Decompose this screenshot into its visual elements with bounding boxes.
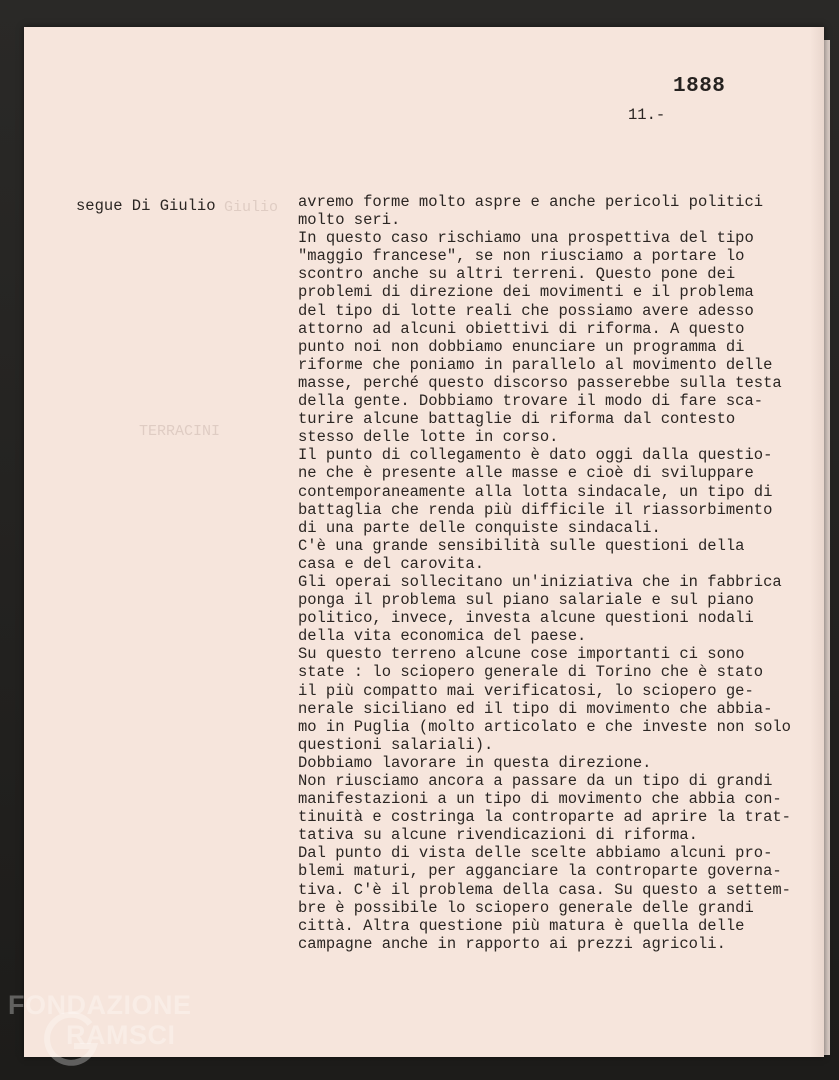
text-line: Il punto di collegamento è dato oggi dalla questio- [298,446,773,465]
text-line: punto noi non dobbiamo enunciare un programma di [298,337,745,356]
paper-edge [824,40,830,1055]
text-line: del tipo di lotte reali che possiamo avere adesso [298,301,754,320]
text-line: masse, perché questo discorso passerebbe sulla testa [298,373,782,392]
text-line: tinuità e costringa la controparte ad aprire la trat- [298,808,791,827]
text-line: il più compatto mai verificatosi, lo sciopero ge- [298,681,754,700]
text-line: manifestazioni a un tipo di movimento che abbia con- [298,790,782,809]
text-line: casa e del carovita. [298,554,485,573]
text-line: C'è una grande sensibilità sulle questioni della [298,536,745,555]
text-line: ne che è presente alle masse e cioè di sviluppare [298,464,754,483]
text-line: politico, invece, investa alcune questioni nodali [298,609,754,628]
text-line: In questo caso rischiamo una prospettiva del tipo [298,229,754,248]
text-line: della gente. Dobbiamo trovare il modo di fare sca- [298,392,764,411]
text-line: Dobbiamo lavorare in questa direzione. [298,753,652,772]
text-line: "maggio francese", se non riusciamo a portare lo [298,247,745,266]
text-line: riforme che poniamo in parallelo al movimento delle [298,355,773,374]
bleed-through-text: Giulio [224,199,279,216]
text-line: stesso delle lotte in corso. [298,428,559,447]
text-line: turire alcune battaglie di riforma dal contesto [298,410,736,429]
text-line: tiva. C'è il problema della casa. Su questo a settem- [298,880,791,899]
watermark-logo [8,990,208,1072]
watermark-line-2: RAMSCI [66,1020,176,1050]
text-line: Su questo terreno alcune cose importanti ci sono [298,645,745,664]
sheet-number: 11.- [628,106,666,124]
text-line: questioni salariali). [298,735,494,754]
watermark-line-1: FONDAZIONE [8,990,192,1020]
text-line: scontro anche su altri terreni. Questo pone dei [298,265,736,284]
text-line: mo in Puglia (molto articolato e che investe non solo [298,717,791,736]
text-line: di una parte delle conquiste sindacali. [298,518,661,537]
text-line: molto seri. [298,211,401,230]
document-body [298,193,818,953]
text-line: state : lo sciopero generale di Torino che è stato [298,663,764,682]
text-line: campagne anche in rapporto ai prezzi agricoli. [298,934,726,953]
text-line: Gli operai sollecitano un'iniziativa che in fabbrica [298,572,782,591]
text-line: ponga il problema sul piano salariale e sul piano [298,591,754,610]
text-line: contemporaneamente alla lotta sindacale, un tipo di [298,482,773,501]
bleed-through-text: TERRACINI [139,423,221,440]
text-line: città. Altra questione più matura è quella delle [298,916,745,935]
text-line: attorno ad alcuni obiettivi di riforma. A questo [298,319,745,338]
text-line: blemi maturi, per agganciare la controparte governa- [298,862,782,881]
text-line: avremo forme molto aspre e anche pericoli politici [298,193,764,211]
text-line: tativa su alcune rivendicazioni di riforma. [298,826,698,845]
speaker-label: segue Di Giulio [76,197,216,215]
text-line: problemi di direzione dei movimenti e il problema [298,283,754,302]
text-line: Non riusciamo ancora a passare da un tipo di grandi [298,772,773,790]
page-number: 1888 [673,75,726,98]
text-line: bre è possibile lo sciopero generale delle grandi [298,898,754,917]
text-line: della vita economica del paese. [298,627,587,646]
text-line: battaglia che renda più difficile il riassorbimento [298,500,773,519]
text-line: nerale siciliano ed il tipo di movimento che abbia- [298,699,773,718]
text-line: Dal punto di vista delle scelte abbiamo alcuni pro- [298,844,773,863]
